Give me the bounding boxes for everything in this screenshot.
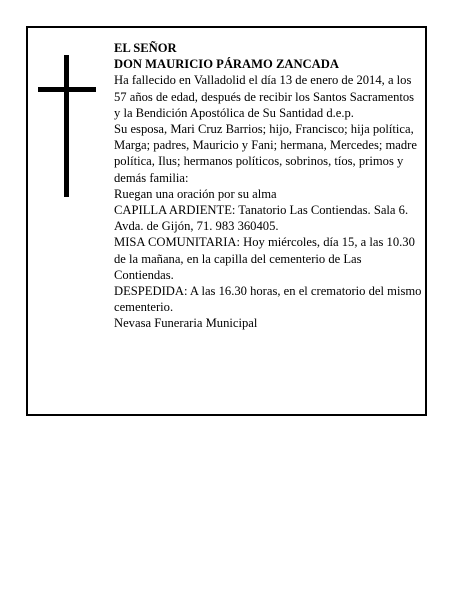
funeral-home-name: Nevasa Funeraria Municipal xyxy=(114,316,258,331)
mass-info: MISA COMUNITARIA: Hoy miércoles, día 15, a las 10.30 de la mañana, en la capilla del cementerio de Las Contiendas. xyxy=(114,235,415,282)
cross-icon xyxy=(38,55,96,197)
death-announcement: Ha fallecido en Valladolid el día 13 de enero de 2014, a los 57 años de edad, después de recibir los Santos Sacramentos y la Bendición Apostólica de Su Santidad d.e.p. xyxy=(114,73,415,120)
prayer-request: Ruegan una oración por su alma xyxy=(114,186,277,201)
heading-title: EL SEÑOR xyxy=(114,41,177,55)
family-list: Su esposa, Mari Cruz Barrios; hijo, Francisco; hija política, Marga; padres, Mauricio y Fani; hermana, Mercedes; madre política, Ilus; hermanos políticos, sobrinos, tíos, primos y demás familia: xyxy=(114,122,417,185)
cross-horizontal-bar xyxy=(38,87,96,92)
deceased-name: DON MAURICIO PÁRAMO ZANCADA xyxy=(114,57,339,72)
cross-vertical-bar xyxy=(64,55,69,197)
funeral-chapel-info: CAPILLA ARDIENTE: Tanatorio Las Contiendas. Sala 6. Avda. de Gijón, 71. 983 360405. xyxy=(114,203,409,234)
notice-text xyxy=(114,40,422,332)
farewell-info: DESPEDIDA: A las 16.30 horas, en el crematorio del mismo cementerio. xyxy=(114,284,422,315)
